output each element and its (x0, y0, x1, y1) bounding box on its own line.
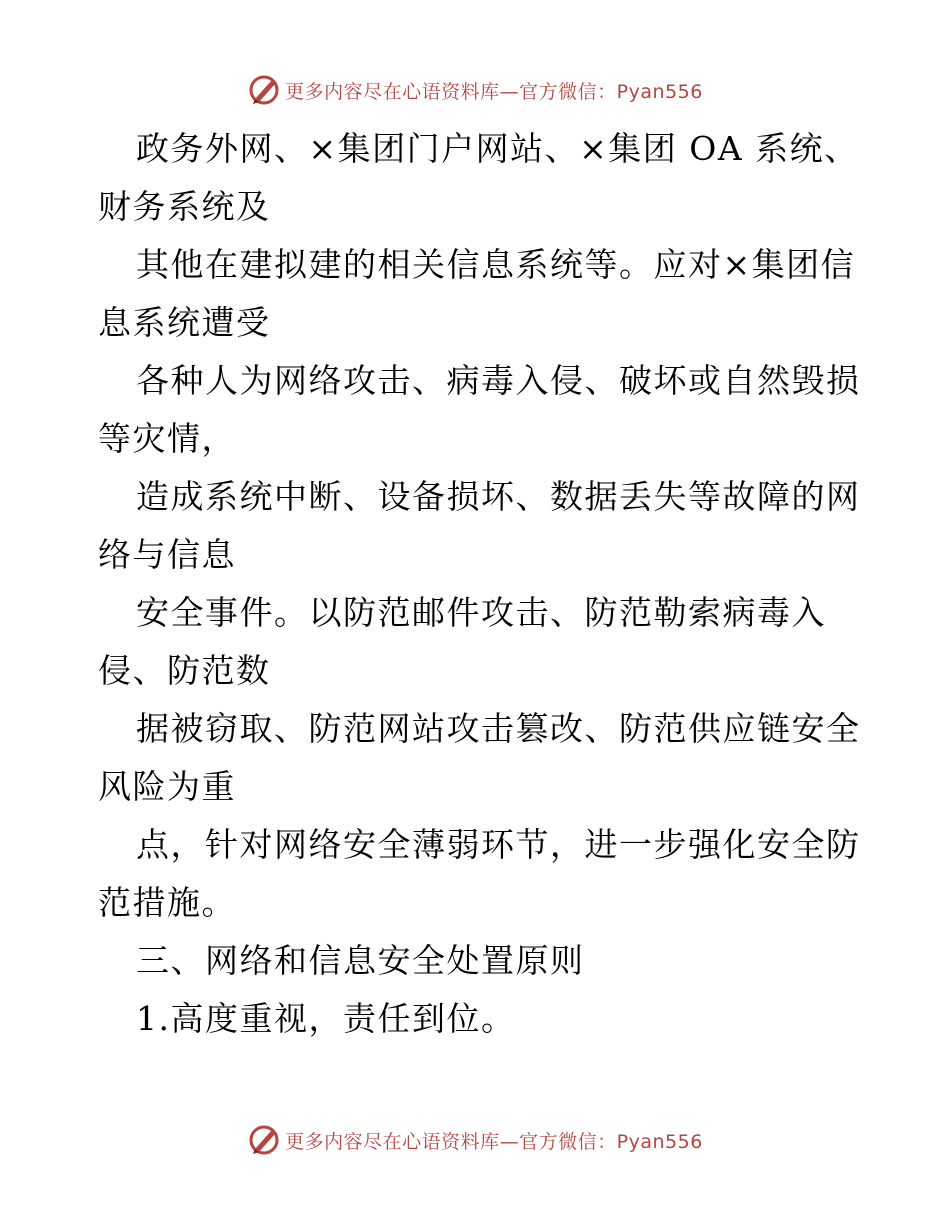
text-line: 点，针对网络安全薄弱环节，进一步强化安全防 (136, 825, 861, 864)
text-line: 侵、防范数 (98, 651, 271, 690)
text-line: 其他在建拟建的相关信息系统等。应对×集团信 (136, 245, 856, 284)
text-line: 安全事件。以防范邮件攻击、防范勒索病毒入 (136, 593, 826, 632)
footer-watermark (0, 1120, 950, 1160)
footer-watermark-inner (247, 1123, 703, 1157)
pen-circle-logo-icon (247, 1123, 281, 1157)
text-line: 政务外网、×集团门户网站、×集团 OA 系统、 (136, 129, 859, 168)
footer-watermark-text: 更多内容尽在心语资料库—官方微信：Pyan556 (285, 1130, 703, 1153)
pen-circle-logo-icon (247, 73, 281, 107)
document-body (98, 120, 861, 1048)
text-line: 造成系统中断、设备损坏、数据丢失等故障的网 (136, 477, 861, 516)
text-line: 范措施。 (98, 883, 236, 922)
text-line: 络与信息 (98, 535, 236, 574)
text-line: 风险为重 (98, 767, 236, 806)
header-watermark-text: 更多内容尽在心语资料库—官方微信：Pyan556 (285, 80, 703, 103)
text-line: 息系统遭受 (98, 303, 271, 342)
header-watermark (0, 70, 950, 110)
header-watermark-inner (247, 73, 703, 107)
text-line: 等灾情， (98, 419, 236, 458)
text-line: 据被窃取、防范网站攻击篡改、防范供应链安全 (136, 709, 861, 748)
section-heading: 三、网络和信息安全处置原则 (136, 941, 585, 980)
text-line: 财务系统及 (98, 187, 271, 226)
list-item: 1.高度重视，责任到位。 (136, 999, 516, 1038)
text-line: 各种人为网络攻击、病毒入侵、破坏或自然毁损 (136, 361, 861, 400)
